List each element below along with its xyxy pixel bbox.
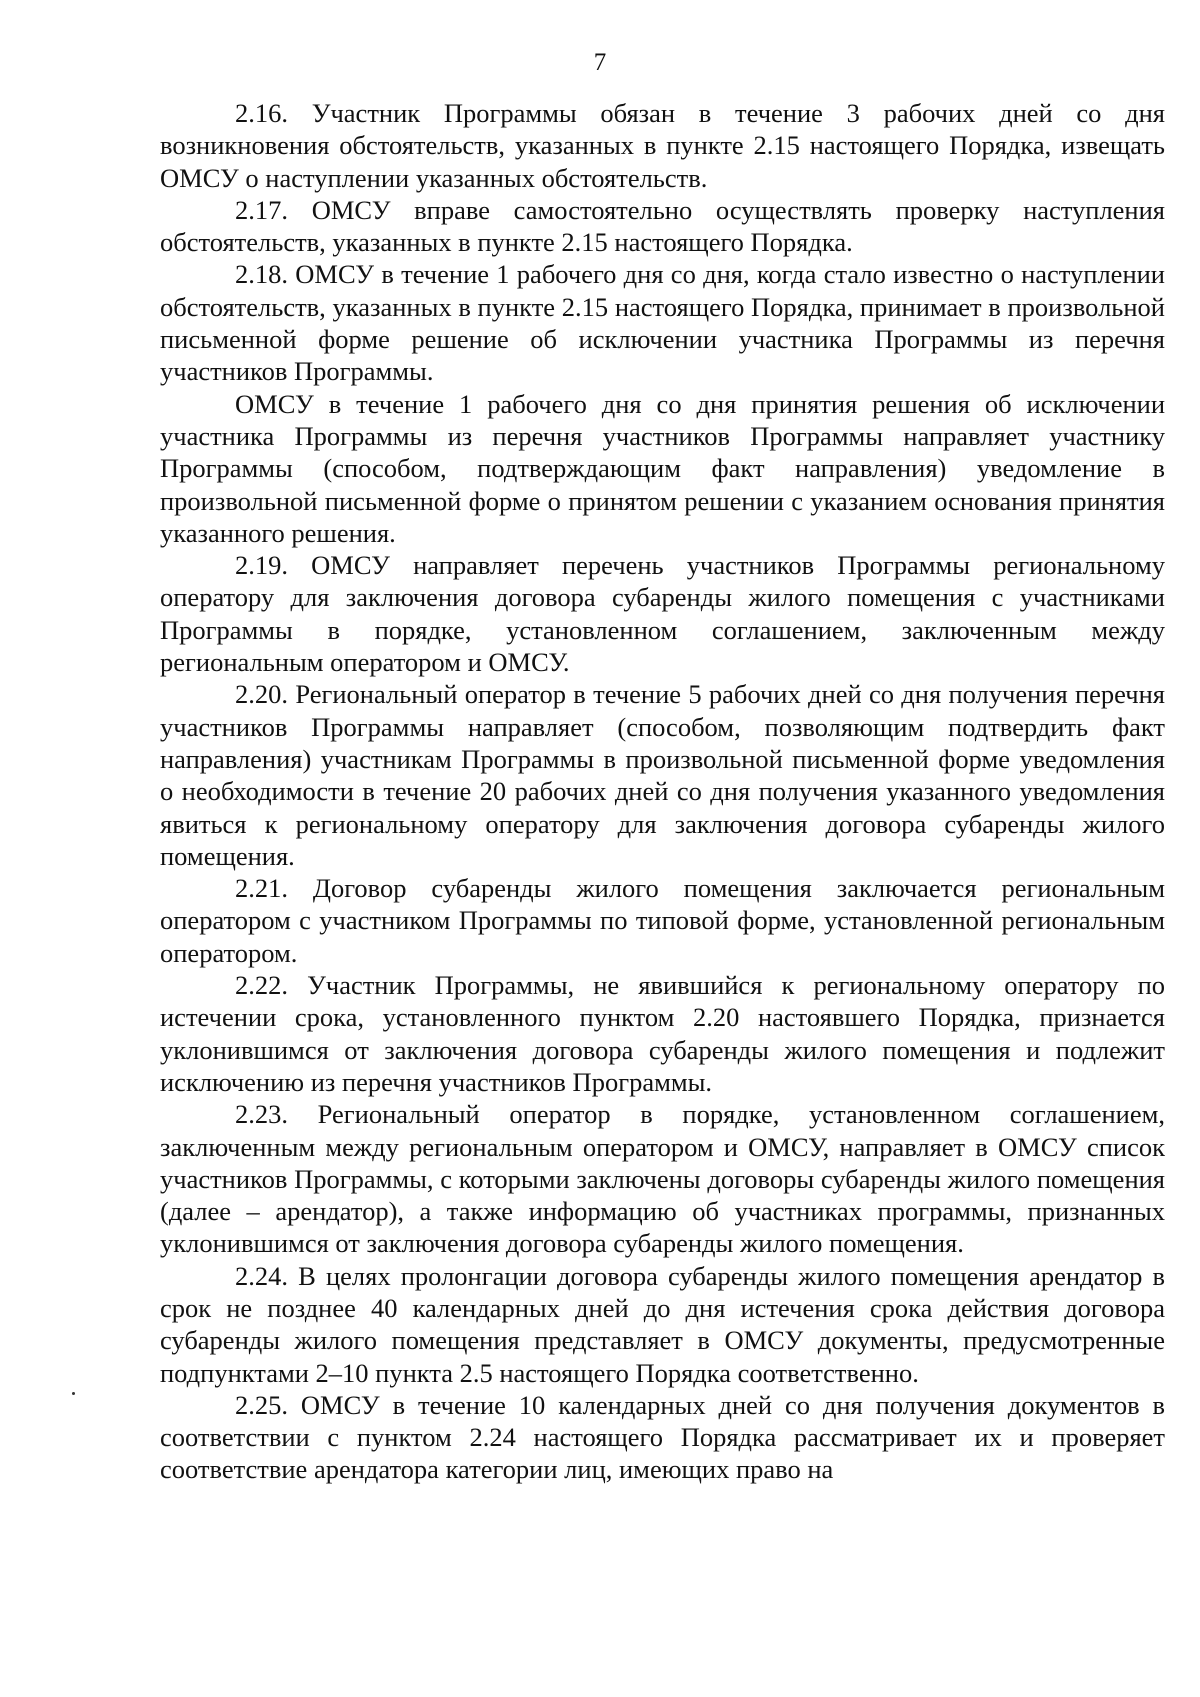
paragraph-2-18-continued: ОМСУ в течение 1 рабочего дня со дня принятия решения об исключении участника Программы из перечня участников Программы направляет участнику Программы (способом, подтверждающим факт направления) уведомление в произвольной письменной форме о принятом решении с указанием основания принятия указанного решения. bbox=[160, 388, 1165, 548]
paragraph-2-18: 2.18. ОМСУ в течение 1 рабочего дня со дня, когда стало известно о наступлении обстоятельств, указанных в пункте 2.15 настоящего Порядка, принимает в произвольной письменной форме решение об исключении участника Программы из перечня участников Программы. bbox=[160, 259, 1165, 387]
paragraph-2-24: 2.24. В целях пролонгации договора субаренды жилого помещения арендатор в срок не позднее 40 календарных дней до дня истечения срока действия договора субаренды жилого помещения представляет в ОМСУ документы, предусмотренные подпунктами 2–10 пункта 2.5 настоящего Порядка соответственно. bbox=[160, 1260, 1165, 1388]
paragraph-2-16: 2.16. Участник Программы обязан в течение 3 рабочих дней со дня возникновения обстоятельств, указанных в пункте 2.15 настоящего Порядка, извещать ОМСУ о наступлении указанных обстоятельств. bbox=[160, 98, 1165, 193]
paragraph-2-20: 2.20. Региональный оператор в течение 5 рабочих дней со дня получения перечня участников Программы направляет (способом, позволяющим подтвердить факт направления) участникам Программы в произвольной письменной форме уведомления о необходимости в течение 20 рабочих дней со дня получения указанного уведомления явиться к региональному оператору для заключения договора субаренды жилого помещения. bbox=[160, 679, 1165, 871]
paragraph-2-23: 2.23. Региональный оператор в порядке, установленном соглашением, заключенным между региональным оператором и ОМСУ, направляет в ОМСУ список участников Программы, с которыми заключены договоры субаренды жилого помещения (далее – арендатор), а также информацию об участниках программы, признанных уклонившимся от заключения договора субаренды жилого помещения. bbox=[160, 1099, 1165, 1259]
paragraph-2-21: 2.21. Договор субаренды жилого помещения заключается региональным оператором с участником Программы по типовой форме, установленной региональным оператором. bbox=[160, 873, 1165, 968]
paragraph-2-17: 2.17. ОМСУ вправе самостоятельно осуществлять проверку наступления обстоятельств, указанных в пункте 2.15 настоящего Порядка. bbox=[160, 194, 1165, 258]
scan-speck bbox=[72, 1392, 75, 1395]
paragraph-2-25: 2.25. ОМСУ в течение 10 календарных дней со дня получения документов в соответствии с пунктом 2.24 настоящего Порядка рассматривает их и проверяет соответствие арендатора категории лиц, имеющих право на bbox=[160, 1389, 1165, 1485]
document-body bbox=[160, 97, 1165, 1486]
paragraph-2-19: 2.19. ОМСУ направляет перечень участников Программы региональному оператору для заключения договора субаренды жилого помещения с участниками Программы в порядке, установленном соглашением, заключенным между региональным оператором и ОМСУ. bbox=[160, 550, 1165, 678]
page-number: 7 bbox=[593, 49, 607, 76]
paragraph-2-22: 2.22. Участник Программы, не явившийся к региональному оператору по истечении срока, установленного пунктом 2.20 настоявшего Порядка, признается уклонившимся от заключения договора субаренды жилого помещения и подлежит исключению из перечня участников Программы. bbox=[160, 970, 1165, 1097]
